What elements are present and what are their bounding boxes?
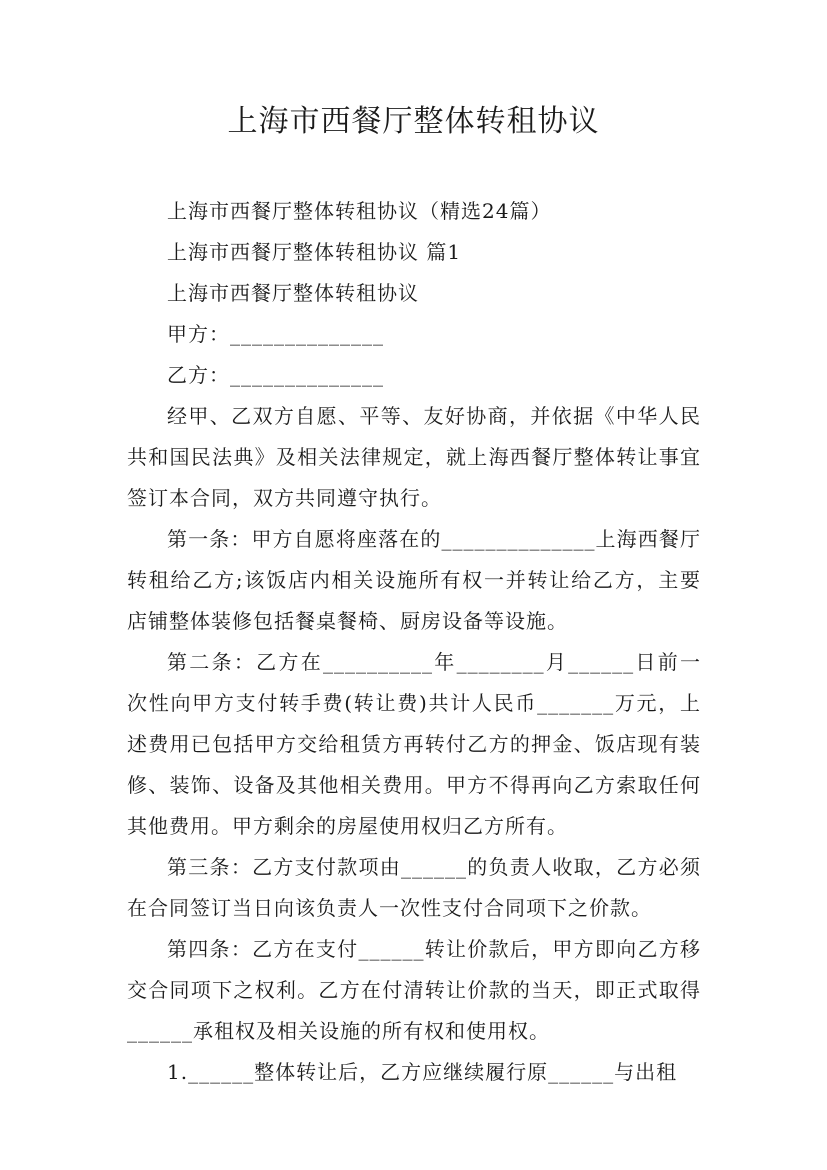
document-body — [127, 191, 701, 1093]
paragraph-clause-1: 1.______整体转让后，乙方应继续履行原______与出租 — [167, 1060, 678, 1084]
paragraph-preamble: 经甲、乙双方自愿、平等、友好协商，并依据《中华人民共和国民法典》及相关法律规定，就上海西餐厅整体转让事宜签订本合同，双方共同遵守执行。 — [127, 404, 701, 510]
document-title: 上海市西餐厅整体转租协议 — [227, 104, 600, 139]
paragraph-contract-title: 上海市西餐厅整体转租协议 — [167, 281, 419, 305]
paragraph-article-4: 第四条：乙方在支付______转让价款后，甲方即向乙方移交合同项下之权利。乙方在付清转让价款的当天，即正式取得______承租权及相关设施的所有权和使用权。 — [127, 937, 701, 1043]
paragraph-article-heading: 上海市西餐厅整体转租协议 篇1 — [167, 240, 462, 264]
paragraph-article-2: 第二条：乙方在__________年________月______日前一次性向甲方支付转手费(转让费)共计人民币_______万元，上述费用已包括甲方交给租赁方再转付乙方的押金、饭店现有装修、装饰、设备及其他相关费用。甲方不得再向乙方索取任何其他费用。甲方剩余的房屋使用权归乙方所有。 — [127, 650, 701, 838]
paragraph-article-1: 第一条：甲方自愿将座落在的______________上海西餐厅转租给乙方;该饭店内相关设施所有权一并转让给乙方，主要店铺整体装修包括餐桌餐椅、厨房设备等设施。 — [127, 527, 701, 633]
paragraph-party-b: 乙方：______________ — [167, 363, 384, 387]
paragraph-party-a: 甲方：______________ — [167, 322, 384, 346]
paragraph-article-3: 第三条：乙方支付款项由______的负责人收取，乙方必须在合同签订当日向该负责人一次性支付合同项下之价款。 — [127, 855, 701, 920]
paragraph-subtitle: 上海市西餐厅整体转租协议（精选24篇） — [167, 199, 552, 223]
